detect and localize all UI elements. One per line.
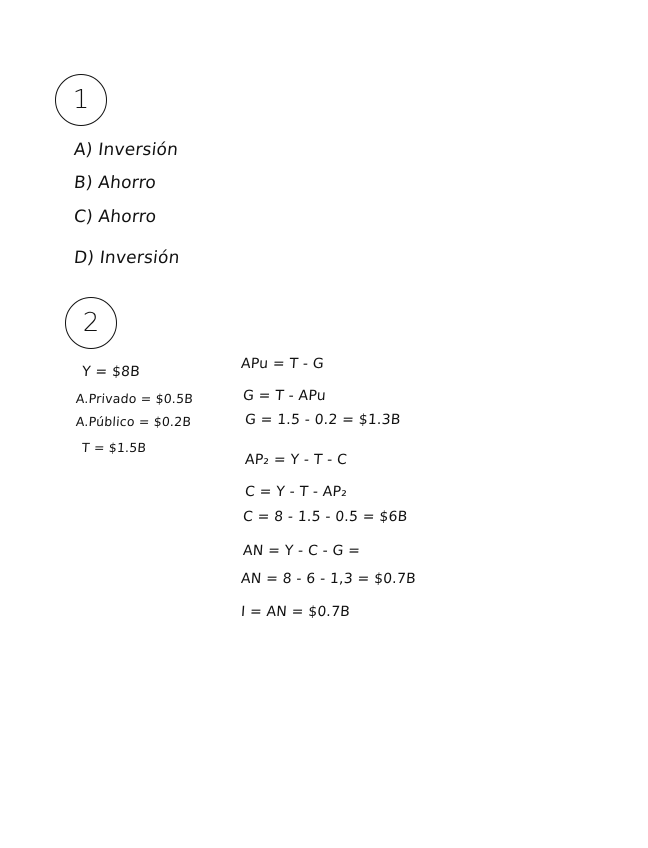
given-taxes: T = $1.5B	[81, 440, 147, 455]
given-private-saving: A.Privado = $0.5B	[75, 391, 194, 406]
answer-a: A) Inversión	[72, 140, 180, 160]
work-line-9: I = AN = $0.7B	[240, 604, 351, 620]
work-line-4: AP₂ = Y - T - C	[244, 452, 348, 468]
answer-b: B) Ahorro	[72, 173, 158, 193]
question-2-number	[65, 297, 117, 349]
question-2-label: 2	[82, 308, 100, 338]
work-line-6: C = 8 - 1.5 - 0.5 = $6B	[242, 509, 408, 525]
given-public-saving: A.Público = $0.2B	[75, 414, 192, 429]
work-line-7: AN = Y - C - G =	[242, 543, 361, 559]
work-line-8: AN = 8 - 6 - 1,3 = $0.7B	[240, 571, 417, 587]
work-line-1: APu = T - G	[240, 356, 325, 372]
question-1-number	[55, 74, 107, 126]
answer-c: C) Ahorro	[72, 207, 158, 227]
work-line-5: C = Y - T - AP₂	[244, 484, 348, 500]
answer-d: D) Inversión	[72, 248, 181, 268]
work-line-3: G = 1.5 - 0.2 = $1.3B	[244, 412, 402, 428]
question-1-label: 1	[72, 85, 90, 115]
given-income: Y = $8B	[81, 364, 141, 380]
work-line-2: G = T - APu	[242, 388, 327, 404]
